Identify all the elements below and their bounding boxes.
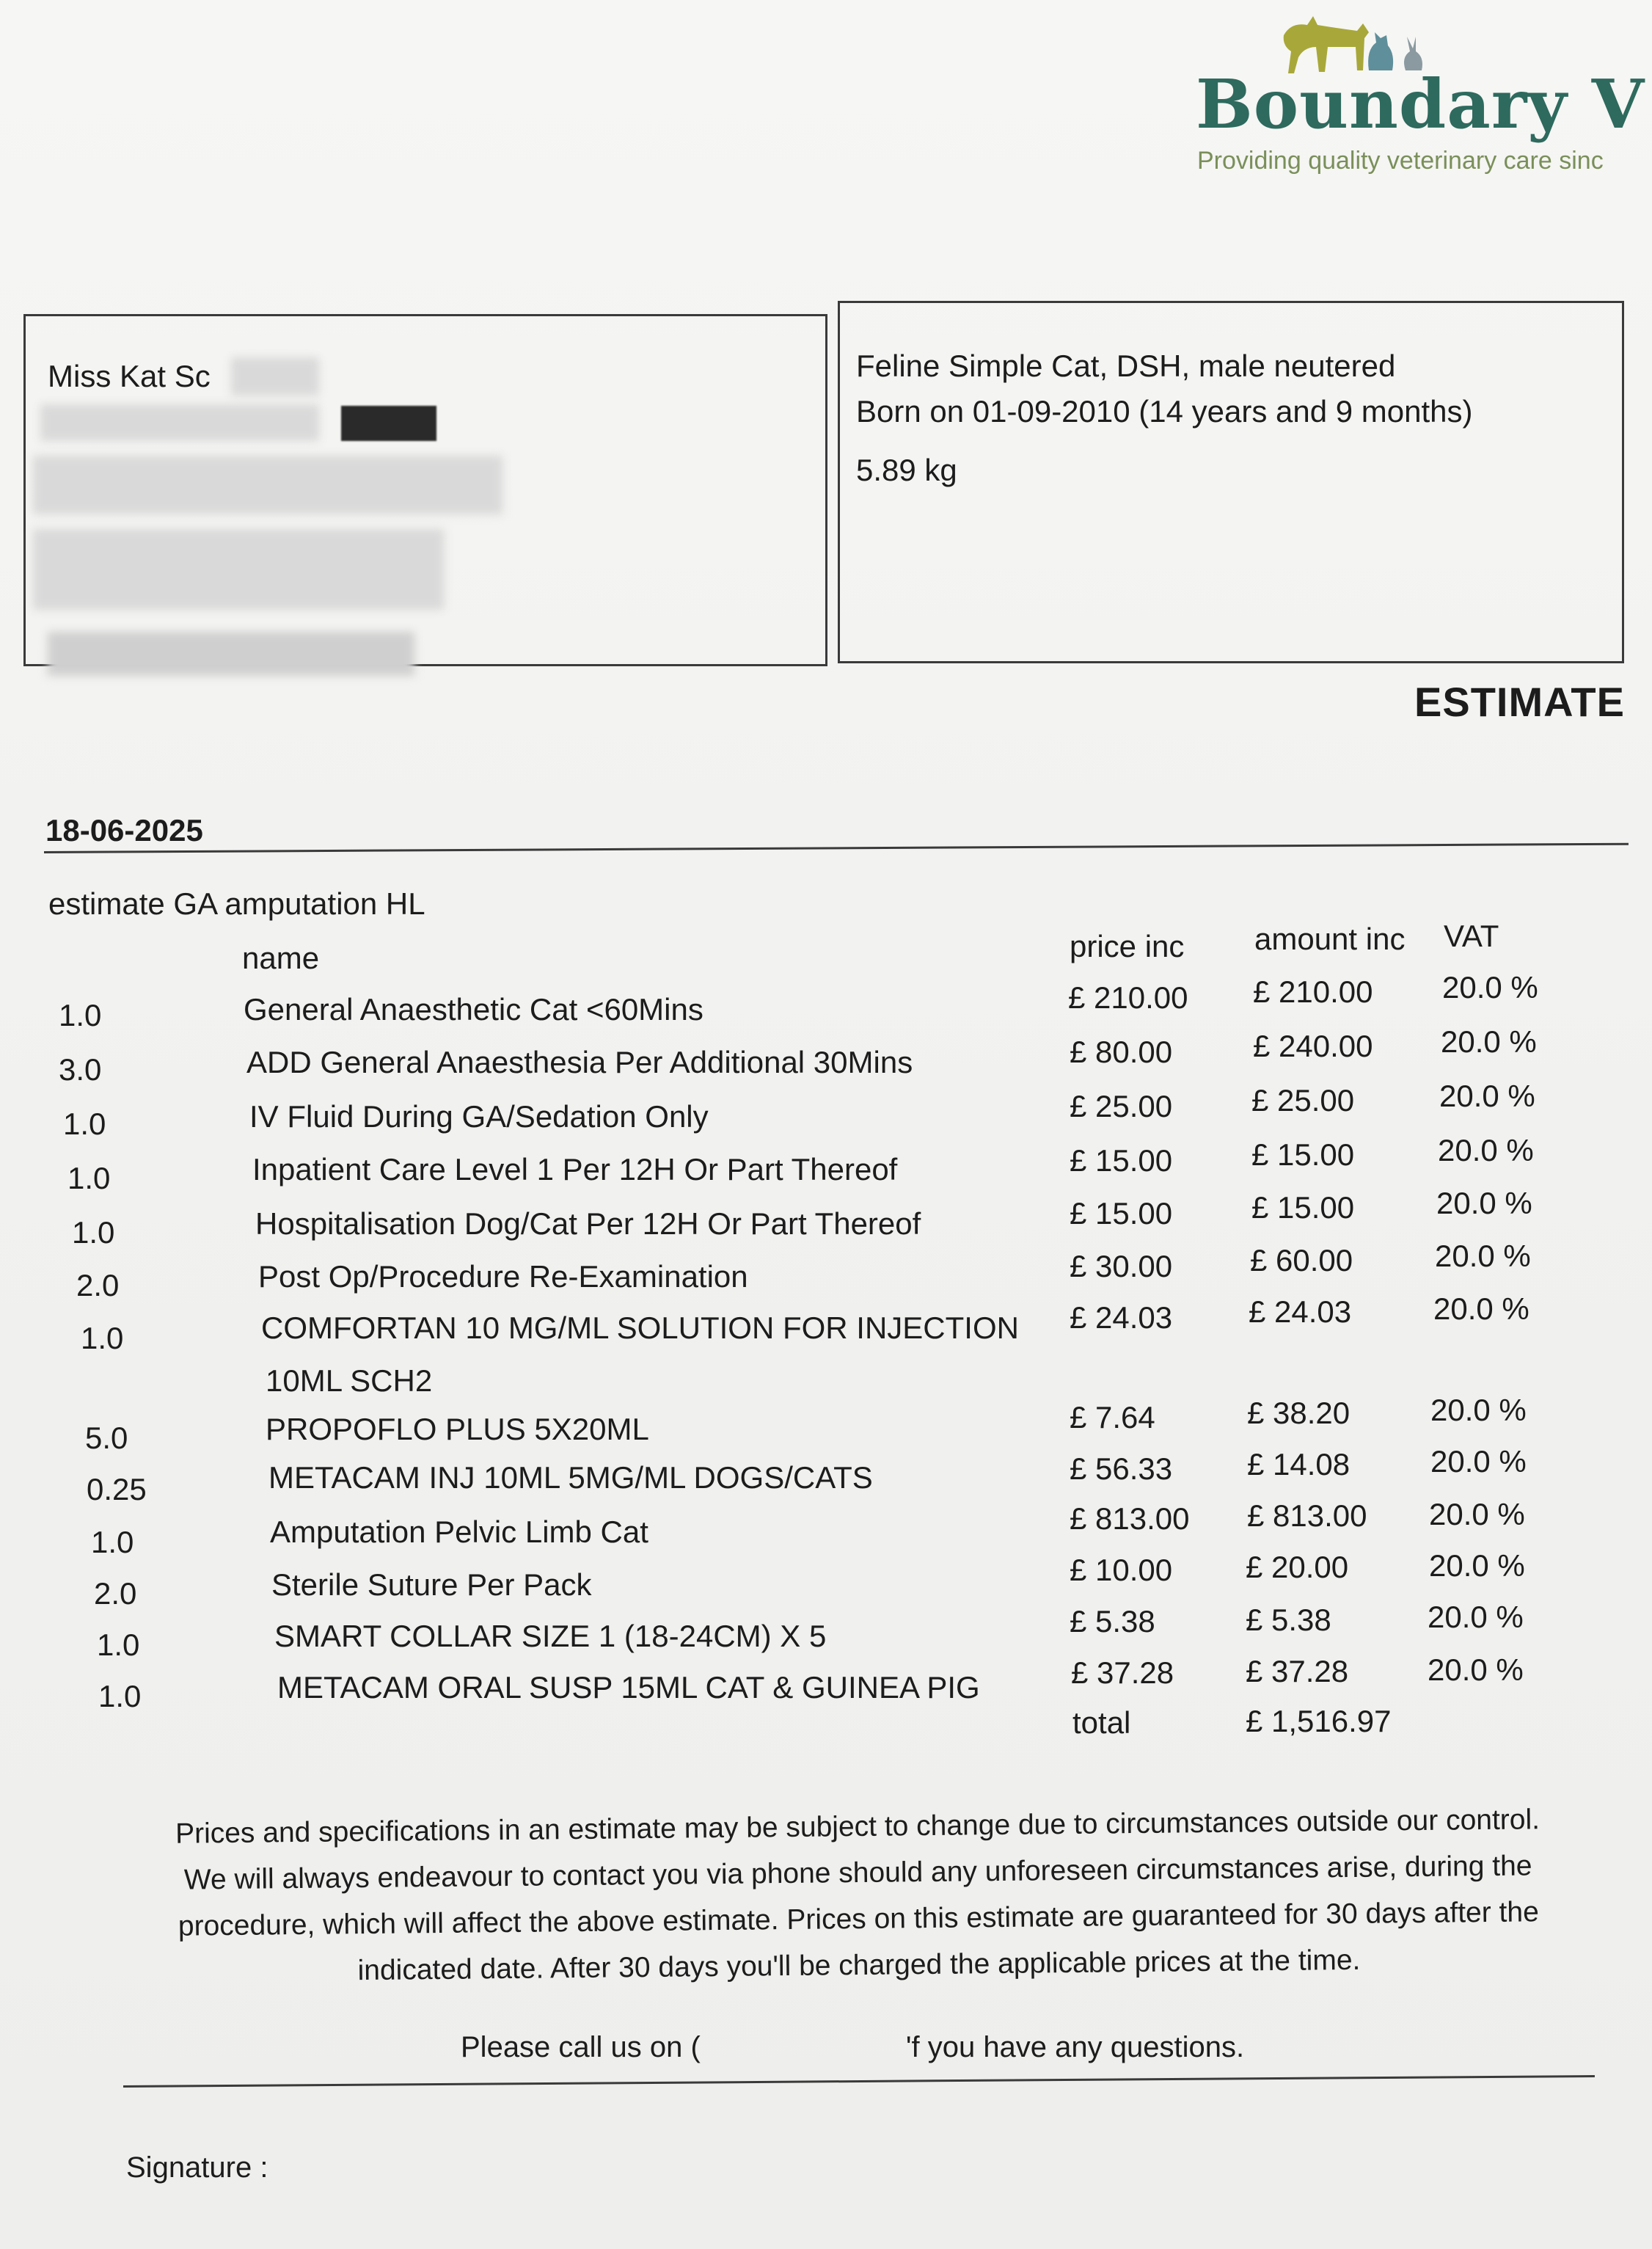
item-name-continued: 10ML SCH2 bbox=[266, 1363, 433, 1398]
item-vat: 20.0 % bbox=[1430, 1393, 1527, 1427]
item-price: £ 37.28 bbox=[1071, 1655, 1174, 1690]
item-vat: 20.0 % bbox=[1438, 1133, 1534, 1167]
item-qty: 0.25 bbox=[87, 1472, 147, 1506]
item-amount: £ 14.08 bbox=[1247, 1447, 1351, 1481]
pet-details-box bbox=[838, 301, 1624, 663]
owner-name: Miss Kat Sc bbox=[48, 359, 211, 393]
item-qty: 2.0 bbox=[76, 1268, 120, 1302]
item-amount: £ 20.00 bbox=[1246, 1550, 1349, 1584]
contact-line bbox=[461, 2031, 1244, 2064]
terms-line: Prices and specifications in an estimate may be subject to change due to circumstances outside our control. bbox=[175, 1804, 1540, 1850]
item-price: £ 15.00 bbox=[1070, 1143, 1173, 1178]
document-title: ESTIMATE bbox=[1414, 679, 1625, 725]
item-price: £ 24.03 bbox=[1070, 1300, 1173, 1335]
item-vat: 20.0 % bbox=[1439, 1079, 1535, 1113]
item-vat: 20.0 % bbox=[1433, 1291, 1529, 1326]
item-amount: £ 25.00 bbox=[1251, 1083, 1355, 1118]
item-qty: 1.0 bbox=[72, 1215, 115, 1250]
item-amount: £ 15.00 bbox=[1251, 1190, 1355, 1225]
column-header-price: price inc bbox=[1070, 929, 1185, 963]
item-amount: £ 37.28 bbox=[1246, 1654, 1349, 1688]
item-name: IV Fluid During GA/Sedation Only bbox=[249, 1099, 709, 1134]
item-name: Amputation Pelvic Limb Cat bbox=[270, 1514, 648, 1549]
item-qty: 1.0 bbox=[81, 1321, 124, 1355]
item-vat: 20.0 % bbox=[1429, 1548, 1525, 1583]
clinic-logo bbox=[1196, 0, 1652, 191]
item-vat: 20.0 % bbox=[1436, 1186, 1532, 1220]
pet-species-breed: Feline Simple Cat, DSH, male neutered bbox=[856, 349, 1396, 383]
redaction bbox=[33, 456, 502, 514]
item-price: £ 10.00 bbox=[1070, 1553, 1173, 1587]
item-vat: 20.0 % bbox=[1442, 970, 1538, 1005]
clinic-brand-name: Boundary V bbox=[1196, 65, 1645, 144]
item-qty: 5.0 bbox=[85, 1421, 128, 1455]
item-price: £ 813.00 bbox=[1070, 1501, 1190, 1536]
terms-line: We will always endeavour to contact you via phone should any unforeseen circumstances arise, during the bbox=[183, 1850, 1532, 1896]
item-qty: 1.0 bbox=[59, 998, 102, 1032]
owner-address-box bbox=[23, 314, 827, 666]
divider bbox=[44, 843, 1629, 853]
item-price: £ 80.00 bbox=[1070, 1035, 1173, 1069]
item-qty: 2.0 bbox=[94, 1576, 137, 1611]
divider bbox=[123, 2075, 1595, 2088]
item-price: £ 25.00 bbox=[1070, 1089, 1173, 1123]
item-vat: 20.0 % bbox=[1441, 1024, 1537, 1059]
item-amount: £ 240.00 bbox=[1253, 1029, 1373, 1063]
column-header-name: name bbox=[242, 941, 320, 975]
item-name: METACAM INJ 10ML 5MG/ML DOGS/CATS bbox=[268, 1460, 873, 1495]
item-amount: £ 813.00 bbox=[1247, 1498, 1367, 1533]
item-price: £ 5.38 bbox=[1070, 1604, 1155, 1639]
item-vat: 20.0 % bbox=[1430, 1444, 1527, 1479]
redaction bbox=[231, 357, 319, 396]
item-price: £ 15.00 bbox=[1070, 1196, 1173, 1231]
item-name: Sterile Suture Per Pack bbox=[271, 1567, 592, 1602]
item-qty: 1.0 bbox=[63, 1107, 106, 1141]
estimate-date: 18-06-2025 bbox=[45, 813, 203, 848]
item-amount: £ 210.00 bbox=[1253, 974, 1373, 1009]
item-vat: 20.0 % bbox=[1428, 1600, 1524, 1634]
estimate-description: estimate GA amputation HL bbox=[48, 886, 425, 921]
item-name: COMFORTAN 10 MG/ML SOLUTION FOR INJECTION bbox=[261, 1311, 1019, 1345]
contact-suffix: 'f you have any questions. bbox=[905, 2031, 1245, 2063]
item-amount: £ 15.00 bbox=[1251, 1137, 1355, 1172]
clinic-tagline: Providing quality veterinary care sinc bbox=[1197, 147, 1604, 175]
redaction bbox=[341, 406, 436, 441]
column-header-amount: amount inc bbox=[1254, 922, 1406, 956]
total-amount: £ 1,516.97 bbox=[1246, 1704, 1392, 1738]
estimate-terms bbox=[109, 1796, 1608, 1996]
item-qty: 1.0 bbox=[67, 1161, 111, 1195]
item-price: £ 30.00 bbox=[1070, 1249, 1173, 1283]
contact-prefix: Please call us on ( bbox=[461, 2031, 701, 2063]
item-amount: £ 38.20 bbox=[1247, 1396, 1351, 1430]
total-label: total bbox=[1072, 1705, 1131, 1740]
item-price: £ 7.64 bbox=[1070, 1400, 1155, 1435]
item-name: METACAM ORAL SUSP 15ML CAT & GUINEA PIG bbox=[277, 1670, 980, 1705]
terms-line: indicated date. After 30 days you'll be charged the applicable prices at the time. bbox=[357, 1944, 1361, 1987]
redaction bbox=[40, 404, 319, 441]
item-name: Inpatient Care Level 1 Per 12H Or Part Thereof bbox=[252, 1152, 898, 1187]
item-name: ADD General Anaesthesia Per Additional 30Mins bbox=[246, 1045, 913, 1079]
item-name: General Anaesthetic Cat <60Mins bbox=[244, 992, 703, 1027]
item-vat: 20.0 % bbox=[1428, 1652, 1524, 1687]
item-qty: 3.0 bbox=[59, 1052, 102, 1087]
item-qty: 1.0 bbox=[91, 1525, 134, 1559]
item-amount: £ 60.00 bbox=[1250, 1243, 1353, 1277]
item-name: PROPOFLO PLUS 5X20ML bbox=[266, 1412, 649, 1446]
pet-birth-date: Born on 01-09-2010 (14 years and 9 months) bbox=[856, 394, 1473, 429]
item-name: Post Op/Procedure Re-Examination bbox=[258, 1259, 748, 1294]
item-vat: 20.0 % bbox=[1429, 1497, 1525, 1531]
redaction bbox=[33, 529, 444, 610]
signature-label: Signature : bbox=[126, 2151, 268, 2184]
item-amount: £ 5.38 bbox=[1246, 1603, 1331, 1637]
item-amount: £ 24.03 bbox=[1249, 1294, 1352, 1329]
item-qty: 1.0 bbox=[97, 1627, 140, 1662]
column-header-vat: VAT bbox=[1444, 919, 1499, 953]
item-qty: 1.0 bbox=[98, 1679, 142, 1713]
terms-line: procedure, which will affect the above estimate. Prices on this estimate are guaranteed for 30 days after the bbox=[178, 1896, 1539, 1942]
item-name: Hospitalisation Dog/Cat Per 12H Or Part Thereof bbox=[255, 1206, 921, 1241]
item-price: £ 210.00 bbox=[1068, 980, 1188, 1015]
item-name: SMART COLLAR SIZE 1 (18-24CM) X 5 bbox=[274, 1619, 827, 1653]
pet-weight: 5.89 kg bbox=[856, 453, 957, 487]
item-price: £ 56.33 bbox=[1070, 1451, 1173, 1486]
redaction bbox=[48, 632, 414, 676]
item-vat: 20.0 % bbox=[1435, 1239, 1531, 1273]
